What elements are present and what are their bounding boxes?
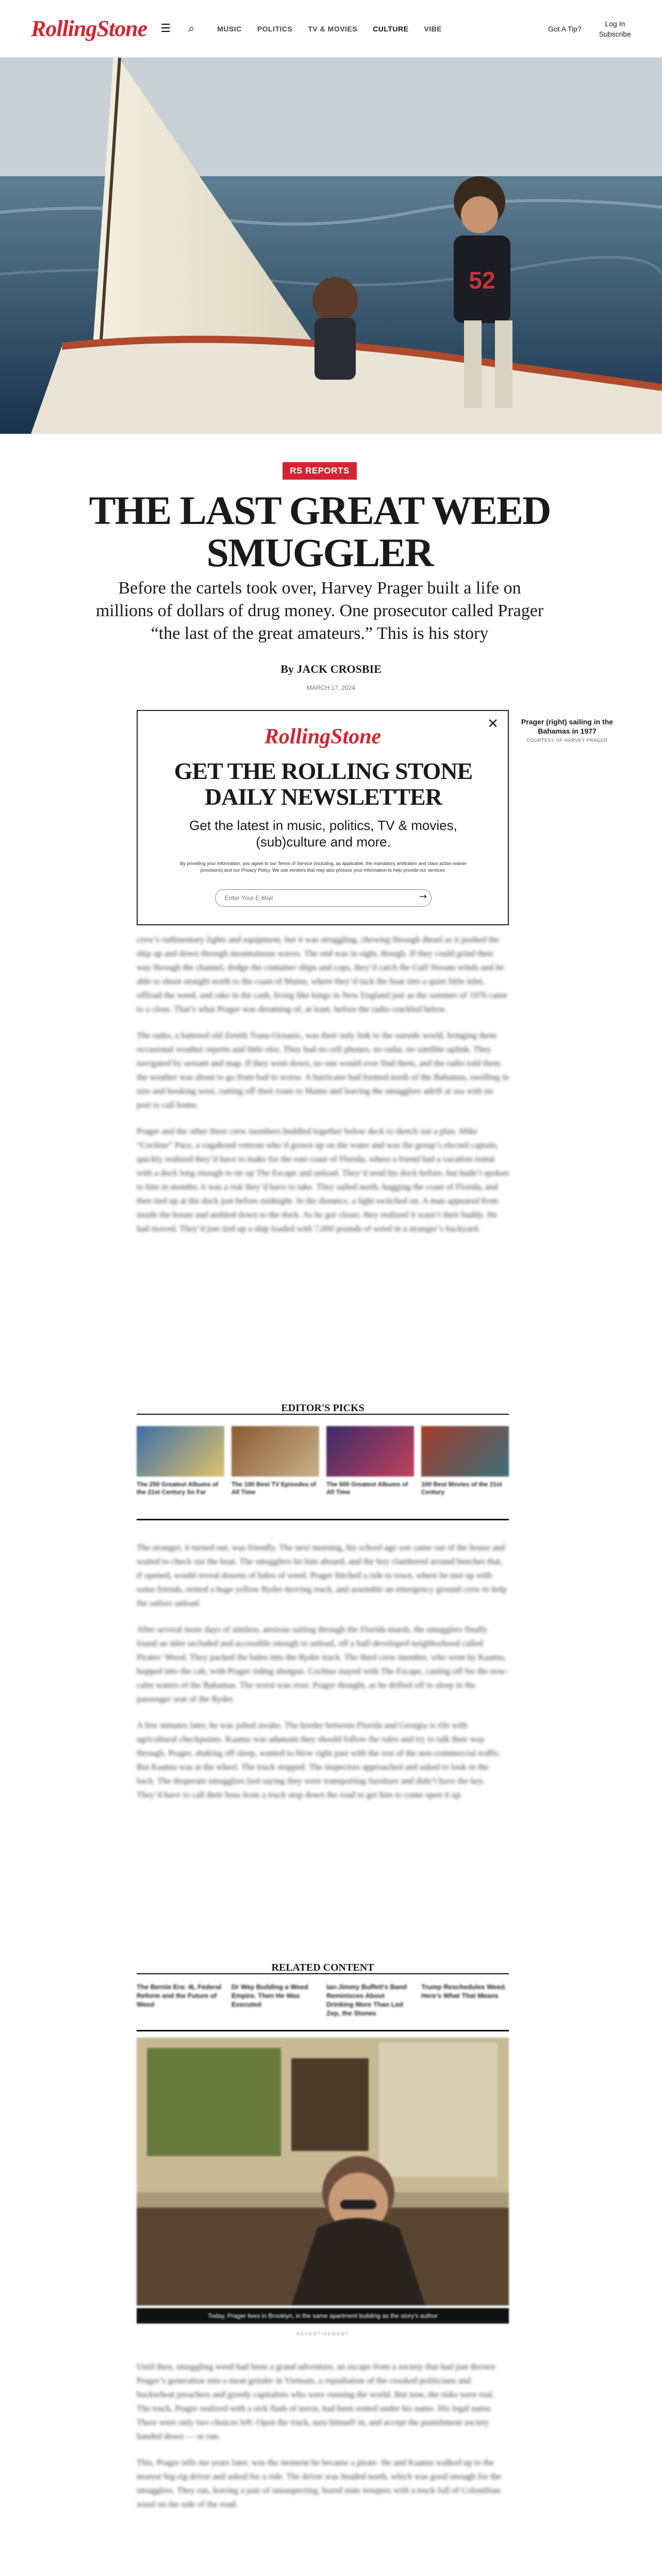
hero-photo — [0, 58, 662, 434]
pick-title: 100 Best Movies of the 21st Century — [421, 1481, 502, 1496]
login-link[interactable]: Log In — [605, 19, 625, 28]
body-paragraph: The stranger, it turned out, was friendly. The next morning, his school-age son came out of the house and waited to check out the boat. The smugglers let him aboard, and the boy clambered around benches that, if opened, would reveal dozens of bales of weed. Prager hitched a ride to town, where he met up with some friends, rented a huge yellow Ryder moving truck, and assemble an emergency ground crew to help the sailors unload. — [137, 1543, 507, 1608]
primary-nav — [217, 25, 442, 33]
menu-icon[interactable]: ☰ — [160, 22, 171, 35]
nav-item-music[interactable]: MUSIC — [217, 24, 242, 33]
body-paragraph: Prager and the other three crew members huddled together below deck to sketch out a plan. Mike “Cochise” Pace, a vagabond veteran who’d grown up on the water and was the group’s elected captain, quickly realized they’d have to make for the east coast of Florida, where a friend had a vacation rental with a dock long enough to tie up The Escape and unload. They’d send his dock before, but hadn’t spoken to him in months; it was a risk they’d have to take. They sailed north, hugging the coast of Florida, and then tied up at the dock just before midnight. In the distance, a light switched on. A man appeared from inside the house and ambled down to the dock. As he got closer, they realized it wasn’t their buddy. He had moved. They’d just tied up a ship loaded with 7,000 pounds of weed in a stranger’s backyard. — [137, 1126, 509, 1233]
pick-thumbnail — [231, 1426, 319, 1477]
advertisement-label: ADVERTISEMENT — [296, 2331, 350, 2336]
hero-caption: Prager (right) sailing in the Bahamas in 1977 — [521, 718, 614, 735]
portrait-illustration — [137, 2038, 509, 2306]
submit-arrow-icon[interactable]: → — [419, 891, 427, 902]
related-link[interactable]: The Bernie Era: 4L Federal Reform and the Future of Weed — [137, 1983, 222, 2008]
pick-thumbnail — [137, 1426, 224, 1477]
body-paragraph: A few minutes later, he was jolted awake. The border between Florida and Georgia is rife with agricultural checkpoints. Kaamu was adamant they should follow the rules and try to talk their way through. Prager, shaking off sleep, wanted to blow right past with the rest of the non-commercial traffic. But Kaamu was at the wheel. The truck stopped. The inspectors approached and asked to look in the back. The desperate smugglers lied saying they were transporting furniture and didn’t have the key. They’d have to call their boss from a truck stop down the road to get him to come open it up. — [137, 1720, 502, 1800]
nav-item-tv-movies[interactable]: TV & MOVIES — [308, 24, 358, 33]
got-a-tip-link[interactable]: Got A Tip? — [548, 24, 582, 33]
close-icon[interactable]: ✕ — [487, 716, 499, 732]
site-header — [0, 0, 662, 58]
body-paragraph: crew’s rudimentary lights and equipment, but it was struggling, chewing through diesel as it pushed the ship up and down through mountainous waves. The end was in sight, though. If they could grind their way through the channel, dodge the container ships and cops, they’d catch the Gulf Stream winds and be able to shoot straight north to the coast of Maine, where they’d tuck the boat into a quiet little inlet, offload the weed, and rake in the cash, living like kings in New England just as the summer of 1976 came to a close. That’s what Prager was dreaming of, at least, before the radio crackled below. — [137, 935, 508, 1014]
newsletter-legal-text: By providing your information, you agree to our Terms of Service (including, as applicable, the mandatory arbitration and class action waiver provisions) and our Privacy Policy. We use vendors that may also process your information to help provide our services. — [180, 861, 467, 873]
pick-thumbnail — [421, 1426, 509, 1477]
newsletter-signup-box — [137, 710, 509, 925]
search-icon[interactable]: ⌕ — [188, 22, 195, 35]
nav-item-vibe[interactable]: VIBE — [424, 24, 442, 33]
hero-photo-credit: COURTESY OF HARVEY PRAGER — [526, 738, 608, 743]
editors-pick-item[interactable] — [326, 1426, 414, 1496]
pick-title: The 250 Greatest Albums of the 21st Century So Far — [137, 1481, 219, 1496]
email-field[interactable] — [215, 889, 432, 907]
site-logo[interactable]: RollingStone — [31, 16, 147, 41]
nav-item-culture[interactable]: CULTURE — [373, 24, 409, 33]
article-category-tag[interactable]: RS REPORTS — [283, 462, 357, 480]
article-body-section-3 — [137, 2360, 509, 2523]
editors-pick-item[interactable] — [137, 1426, 224, 1496]
related-content-heading: RELATED CONTENT — [137, 1962, 509, 1974]
article-date: MARCH 17, 2024 — [306, 684, 356, 691]
body-paragraph: Until then, smuggling weed had been a grand adventure, an escape from a society that had just thrown Prager’s generation into a meat grinder in Vietnam, a repudiation of the crooked politicians and buckwheat preachers and greedy capitalists who were running the world. But now, the risks were real. The truck, Prager realized with a sick flash of terror, had been rented under his name. His legal name. There were only two choices left: Open the truck, turn himself in, and accept the punishment society handed down — or run. — [137, 2362, 495, 2441]
editors-pick-item[interactable] — [421, 1426, 509, 1496]
article-body-section-1 — [137, 933, 509, 1248]
article-title: THE LAST GREAT WEED SMUGGLER — [89, 488, 551, 575]
body-paragraph: The radio, a battered old Zenith Trans-Oceanic, was their only link to the outside world, bringing them occasional weather reports and little else. They had no cell phones, no radar, no satellite uplink. They navigated by sextant and map. If they went down, no one would ever find them, and the radio told them the weather was about to go from bad to worse. A hurricane had formed north of the Bahamas, swelling in size and hooking west, cutting off their route to Maine and leaving the smugglers adrift at sea with no port to call home. — [137, 1030, 509, 1110]
editors-picks-list — [137, 1426, 509, 1496]
newsletter-title: GET THE ROLLING STONE DAILY NEWSLETTER — [174, 758, 473, 810]
newsletter-subtitle: Get the latest in music, politics, TV & movies, (sub)culture and more. — [189, 818, 457, 850]
prager-portrait-photo — [137, 2038, 509, 2306]
body-paragraph: After several more days of aimless, anxious sailing through the Florida marsh, the smugglers finally found an inlet secluded and accessible enough to unload, off a half-developed neighborhood called Pirates’ Wood. They packed the bales into the Ryder truck. The third crew member, who went by Kaamu, hopped into the cab, with Prager riding shotgun. Cochise stayed with The Escape, casting off for the now-calm waters of the Bahamas. The worst was over, Prager thought, as he drifted off to sleep in the passenger seat of the Ryder. — [137, 1624, 508, 1704]
section-divider — [137, 1519, 509, 1520]
newsletter-logo: RollingStone — [264, 725, 382, 749]
related-content-list — [137, 1982, 509, 2018]
article-body-section-2 — [137, 1540, 509, 1814]
related-link[interactable]: Dr Way Building a Weed Empire. Then He Was Executed — [231, 1983, 308, 2008]
sailboat-photo-illustration — [0, 58, 662, 434]
editors-picks-heading: EDITOR'S PICKS — [137, 1402, 509, 1415]
pick-title: The 500 Greatest Albums of All Time — [326, 1481, 408, 1496]
related-link[interactable]: Trump Reschedules Weed. Here’s What That Means — [421, 1983, 507, 1999]
article-dek: Before the cartels took over, Harvey Prager built a life on millions of dollars of drug money. One prosecutor called Prager “the last of the great amateurs.” This is his story — [95, 579, 544, 643]
editors-pick-item[interactable] — [231, 1426, 319, 1496]
photo-caption: Today, Prager lives in Brooklyn, in the same apartment building as the story's author — [137, 2308, 509, 2324]
pick-thumbnail — [326, 1426, 414, 1477]
pick-title: The 100 Best TV Episodes of All Time — [231, 1481, 317, 1496]
article-byline[interactable]: By JACK CROSBIE — [280, 663, 382, 675]
section-divider — [137, 2030, 509, 2031]
svg-text:52: 52 — [469, 267, 495, 294]
body-paragraph: This, Prager tells me years later, was the moment he became a pirate. He and Kaamu walked up to the nearest big-rig driver and asked for a ride. The driver was headed north, which was good enough for the smugglers. They ran, leaving a pair of unsuspecting, bored state troopers with a truck full of Colombian weed on the side of the road. — [137, 2458, 501, 2509]
nav-item-politics[interactable]: POLITICS — [257, 24, 293, 33]
subscribe-link[interactable]: Subscribe — [599, 29, 631, 38]
related-link[interactable]: Ian-Jimmy Buffett's Band Reminisces About Drinking More Than Led Zep, the Stones — [326, 1983, 407, 2017]
